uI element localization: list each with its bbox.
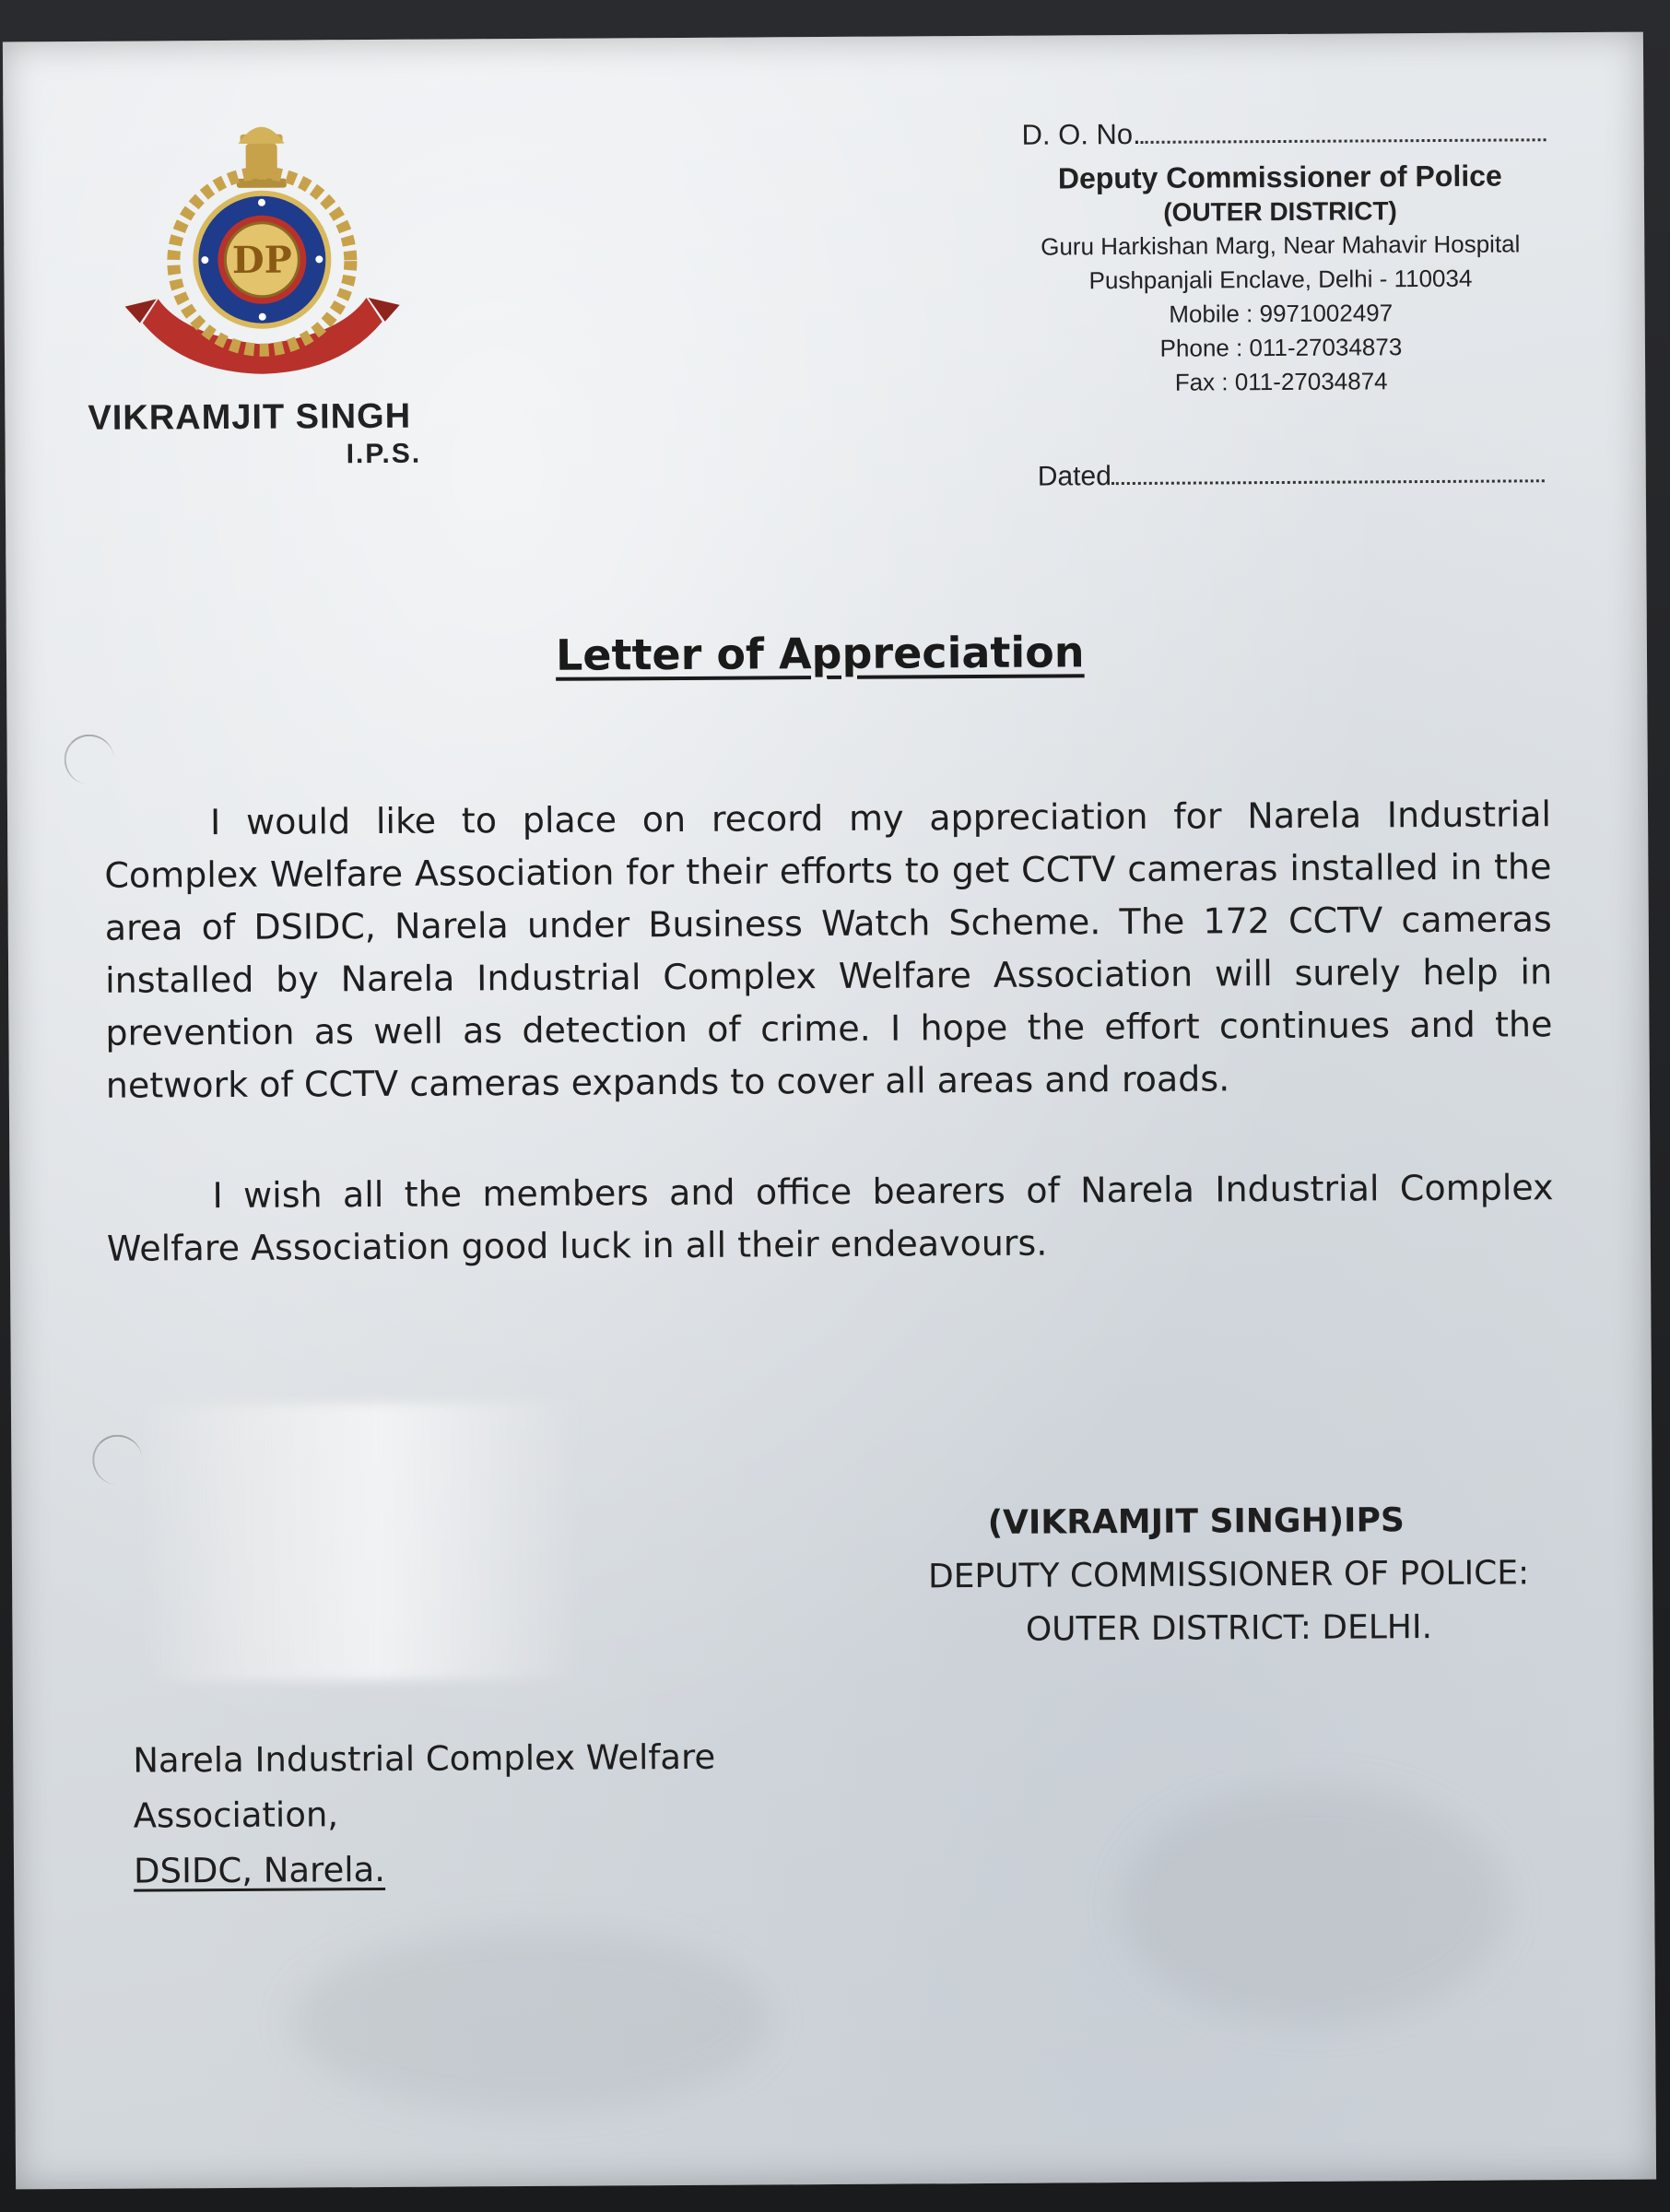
dated-field [1038, 458, 1563, 492]
office-address-block [1004, 157, 1558, 401]
body-paragraph-2: I wish all the members and office bearers of Narela Industrial Complex Welfare Association good luck in all their endeavours. [106, 1167, 1554, 1269]
signatory-name: (VIKRAMJIT SINGH)IPS [987, 1501, 1405, 1542]
letter-page [3, 32, 1656, 2190]
delhi-police-emblem-icon [118, 113, 406, 392]
paper-stain [290, 1926, 770, 2113]
phone-number: Phone : 011-27034873 [1159, 333, 1403, 362]
letter-title: Letter of Appreciation [555, 627, 1085, 680]
mobile-number: Mobile : 9971002497 [1169, 299, 1394, 328]
officer-name: VIKRAMJIT SINGH [88, 396, 412, 438]
recipient-line-2: Association, [133, 1794, 339, 1836]
punch-hole-mark [92, 1435, 142, 1485]
recipient-line-3: DSIDC, Narela. [133, 1849, 386, 1891]
recipient-line-1: Narela Industrial Complex Welfare [133, 1736, 716, 1781]
address-line-2: Pushpanjali Enclave, Delhi - 110034 [1088, 264, 1473, 295]
do-number-label: D. O. No. [1021, 117, 1141, 151]
fax-number: Fax : 011-27034874 [1174, 367, 1388, 396]
do-number-blank [1141, 138, 1547, 144]
body-paragraph-1: I would like to place on record my appreciation for Narela Industrial Complex Welfare Association for their efforts to get CCTV cameras installed in the area of DSIDC, Narela under Business Watch Scheme. The 172 CCTV cameras installed by Narela Industrial Complex Welfare Association will surely help in prevention as well as detection of crime. I hope the effort continues and the network of CCTV cameras expands to cover all areas and roads. [104, 794, 1553, 1106]
light-glare [140, 1403, 575, 1682]
dated-blank [1111, 479, 1545, 485]
punch-hole-mark [64, 735, 113, 784]
signatory-designation: DEPUTY COMMISSIONER OF POLICE: [927, 1554, 1530, 1596]
emblem-monogram: DP [231, 238, 292, 282]
paper-stain [1119, 1784, 1508, 2027]
office-title: Deputy Commissioner of Police [1057, 159, 1502, 195]
recipient-address [133, 1729, 779, 1899]
officer-service: I.P.S. [346, 438, 422, 470]
signature-block [897, 1493, 1561, 1657]
do-number-field [1021, 115, 1547, 151]
address-line-1: Guru Harkishan Marg, Near Mahavir Hospital [1041, 229, 1521, 261]
dated-label: Dated [1037, 461, 1111, 492]
office-district: (OUTER DISTRICT) [1163, 196, 1397, 227]
signatory-district: OUTER DISTRICT: DELHI. [1025, 1608, 1433, 1649]
